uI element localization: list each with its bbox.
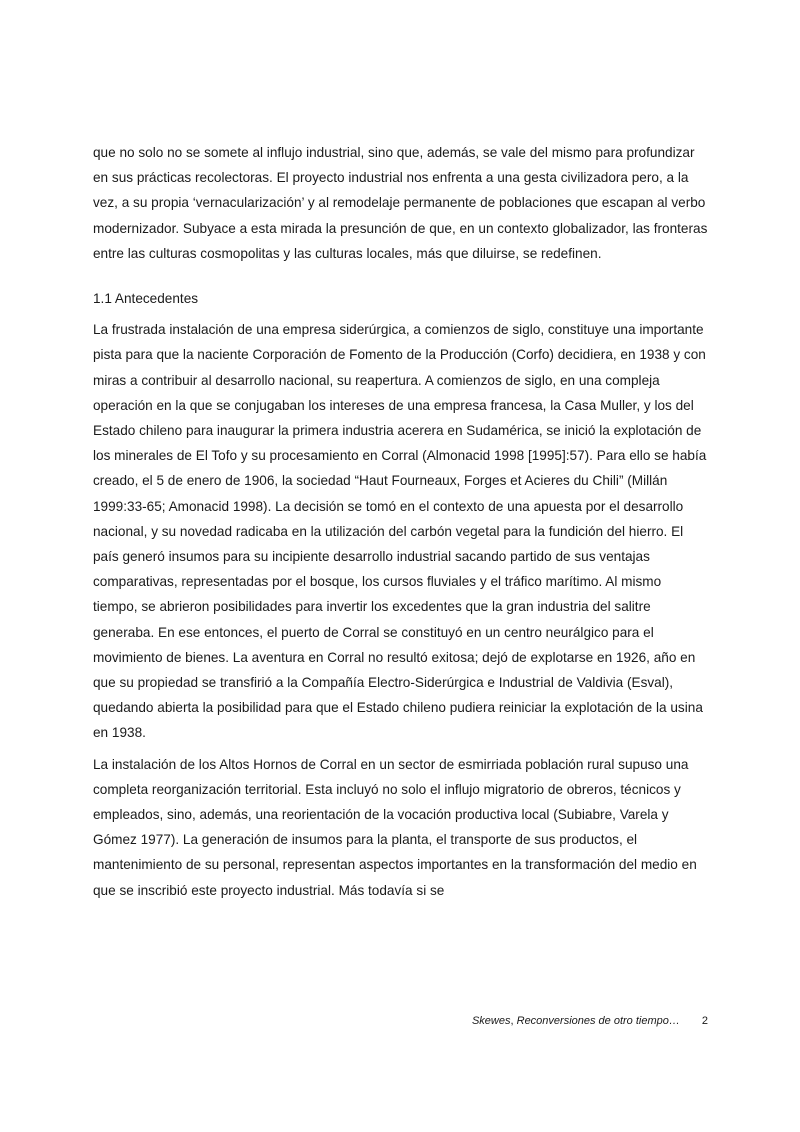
page-content (93, 140, 709, 903)
body-paragraph-2: La instalación de los Altos Hornos de Corral en un sector de esmirriada población rural supuso una completa reorganización territorial. Esta incluyó no solo el influjo migratorio de obreros, técnicos y empleados, sino, además, una reorientación de la vocación productiva local (Subiabre, Varela y Gómez 1977). La generación de insumos para la planta, el transporte de sus productos, el mantenimiento de su personal, representan aspectos importantes en la transformación del medio en que se inscribió este proyecto industrial. Más todavía si se (93, 756, 697, 898)
page-number: 2 (701, 1015, 708, 1027)
page-footer (472, 1012, 708, 1030)
footer-separator: , (510, 1015, 517, 1027)
footer-title: Reconversiones de otro tiempo… (516, 1015, 680, 1027)
intro-paragraph: que no solo no se somete al influjo industrial, sino que, además, se vale del mismo para profundizar en sus prácticas recolectoras. El proyecto industrial nos enfrenta a una gesta civilizadora pero, a la vez, a su propia ‘vernacularización’ y al remodelaje permanente de poblaciones que escapan al verbo modernizador. Subyace a esta mirada la presunción de que, en un contexto globalizador, las fronteras entre las culturas cosmopolitas y las culturas locales, más que diluirse, se redefinen. (93, 145, 708, 261)
section-heading: 1.1 Antecedentes (93, 291, 199, 307)
footer-author: Skewes (471, 1015, 511, 1027)
body-paragraph-1: La frustrada instalación de una empresa siderúrgica, a comienzos de siglo, constituye una importante pista para que la naciente Corporación de Fomento de la Producción (Corfo) decidiera, en 1938 y con miras a contribuir al desarrollo nacional, su reapertura. A comienzos de siglo, en una compleja operación en la que se conjugaban los intereses de una empresa francesa, la Casa Muller, y los del Estado chileno para inaugurar la primera industria acerera en Sudamérica, se inició la explotación de los minerales de El Tofo y su procesamiento en Corral (Almonacid 1998 [1995]:57). Para ello se había creado, el 5 de enero de 1906, la sociedad “Haut Fourneaux, Forges et Acieres du Chili” (Millán 1999:33-65; Amonacid 1998). La decisión se tomó en el contexto de una apuesta por el desarrollo nacional, y su novedad radicaba en la utilización del carbón vegetal para la fundición del hierro. El país generó insumos para su incipiente desarrollo industrial sacando partido de sus ventajas comparativas, representadas por el bosque, los cursos fluviales y el tráfico marítimo. Al mismo tiempo, se abrieron posibilidades para invertir los excedentes que la gran industria del salitre generaba. En ese entonces, el puerto de Corral se constituyó en un centro neurálgico para el movimiento de bienes. La aventura en Corral no resultó exitosa; dejó de explotarse en 1926, año en que su propiedad se transfirió a la Compañía Electro-Siderúrgica e Industrial de Valdivia (Esval), quedando abierta la posibilidad para que el Estado chileno pudiera reiniciar la explotación de la usina en 1938. (93, 322, 707, 741)
